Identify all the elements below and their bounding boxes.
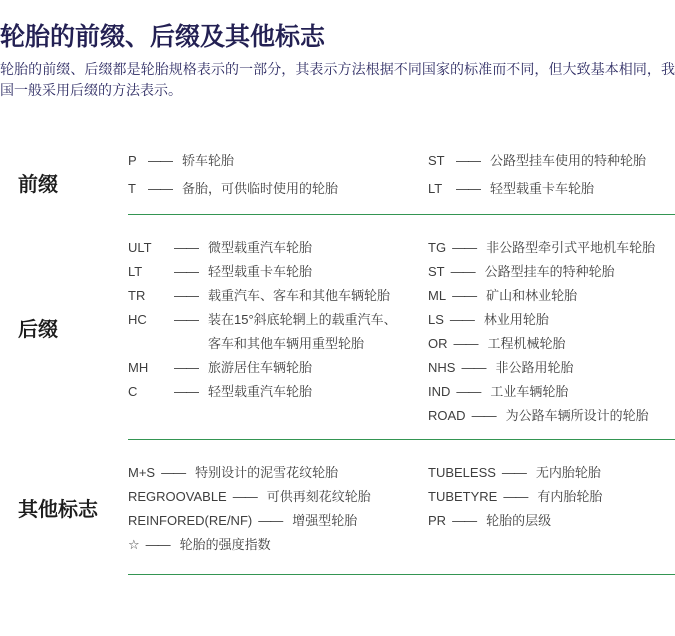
list-item: [428, 236, 675, 260]
item-dash: ——: [452, 240, 477, 255]
suffix-left-column: [128, 236, 428, 404]
list-item: [428, 308, 675, 332]
item-dash: ——: [503, 489, 528, 504]
item-code: REGROOVABLE: [128, 489, 227, 504]
item-dash: ——: [450, 264, 475, 279]
item-dash: ——: [453, 336, 478, 351]
item-desc: 工程机械轮胎: [487, 336, 566, 351]
item-dash: ——: [456, 181, 480, 196]
item-code: ROAD: [428, 408, 466, 423]
item-dash: ——: [148, 153, 172, 168]
list-item: [428, 149, 675, 173]
item-dash: ——: [501, 465, 526, 480]
item-desc: 增强型轮胎: [292, 513, 358, 528]
item-dash: ——: [471, 408, 496, 423]
list-item: [128, 509, 428, 533]
item-dash: ——: [174, 264, 198, 279]
item-code: ST: [428, 264, 445, 279]
item-dash: ——: [449, 312, 474, 327]
item-desc: 林业用轮胎: [483, 312, 549, 327]
item-desc: 特别设计的泥雪花纹轮胎: [195, 465, 339, 480]
list-item: [128, 284, 428, 308]
prefix-left-column: [128, 149, 428, 205]
list-item: [128, 485, 428, 509]
item-desc: 旅游居住车辆轮胎: [208, 360, 313, 375]
list-item: [128, 236, 428, 260]
item-desc: 工业车辆轮胎: [490, 384, 569, 399]
item-desc: 矿山和林业轮胎: [486, 288, 578, 303]
item-dash: ——: [452, 513, 477, 528]
item-desc: 载重汽车、客车和其他车辆轮胎: [208, 288, 391, 303]
star-icon: ☆: [128, 537, 140, 552]
item-dash: ——: [174, 360, 198, 375]
item-desc: [208, 308, 397, 356]
item-dash: ——: [461, 360, 486, 375]
item-dash: ——: [452, 288, 477, 303]
list-item: [428, 356, 675, 380]
section-other-marks-label: 其他标志: [18, 499, 98, 521]
section-suffix-content: [128, 215, 675, 440]
list-item: [428, 485, 675, 509]
section-prefix: [0, 149, 675, 215]
item-code: OR: [428, 336, 448, 351]
list-item: [128, 308, 428, 356]
list-item: [428, 332, 675, 356]
intro-paragraph: 轮胎的前缀、后缀都是轮胎规格表示的一部分，其表示方法根据不同国家的标准而不同，但大致基本相同，我国一般采用后缀的方法表示。: [0, 61, 675, 98]
item-dash: ——: [258, 513, 283, 528]
item-dash: ——: [456, 153, 480, 168]
list-item: [428, 260, 675, 284]
item-desc: 轮胎的强度指数: [179, 537, 271, 552]
other-marks-left-column: [128, 461, 428, 557]
item-code: MH: [128, 360, 149, 375]
list-item: [128, 356, 428, 380]
item-code: TR: [128, 288, 146, 303]
item-desc: 非公路用轮胎: [495, 360, 574, 375]
item-code: ST: [428, 153, 445, 168]
item-code: C: [128, 384, 138, 399]
list-item: [428, 461, 675, 485]
item-code: REINFORED(RE/NF): [128, 513, 253, 528]
section-prefix-label: 前缀: [18, 173, 58, 196]
list-item: [128, 177, 428, 201]
list-item: [428, 177, 675, 201]
item-code: IND: [428, 384, 451, 399]
item-desc: 轿车轮胎: [182, 153, 235, 168]
item-desc: 轻型载重汽车轮胎: [208, 384, 313, 399]
article-page: [0, 22, 675, 636]
item-code: HC: [128, 312, 147, 327]
list-item: [428, 284, 675, 308]
item-desc: 有内胎轮胎: [537, 489, 603, 504]
item-dash: ——: [148, 181, 172, 196]
item-desc: 轻型载重卡车轮胎: [490, 181, 595, 196]
item-code: TUBELESS: [428, 465, 496, 480]
list-item: [128, 380, 428, 404]
item-code: ULT: [128, 240, 152, 255]
section-other-marks: [0, 440, 675, 575]
item-dash: ——: [232, 489, 257, 504]
prefix-right-column: [428, 149, 675, 205]
section-suffix: [0, 215, 675, 440]
item-code: M+S: [128, 465, 156, 480]
item-desc: 公路型挂车使用的特种轮胎: [490, 153, 647, 168]
item-code: LS: [428, 312, 444, 327]
page-title: 轮胎的前缀、后缀及其他标志: [0, 23, 326, 51]
item-desc: 轮胎的层级: [486, 513, 552, 528]
item-desc-line2: 客车和其他车辆用重型轮胎: [208, 336, 365, 351]
list-item: [128, 149, 428, 173]
item-dash: ——: [174, 240, 198, 255]
other-marks-right-column: [428, 461, 675, 533]
item-code: ML: [428, 288, 447, 303]
item-desc: 备胎，可供临时使用的轮胎: [182, 181, 339, 196]
section-prefix-content: [128, 149, 675, 215]
item-code: TG: [428, 240, 447, 255]
item-desc: 可供再刻花纹轮胎: [266, 489, 371, 504]
item-dash: ——: [174, 288, 198, 303]
list-item: [428, 404, 675, 428]
item-desc-line1: 装在15°斜底轮辋上的载重汽车、: [208, 312, 397, 327]
sections-container: [0, 149, 675, 575]
item-dash: ——: [161, 465, 186, 480]
item-code: P: [128, 153, 137, 168]
item-dash: ——: [145, 537, 170, 552]
list-item: [428, 509, 675, 533]
item-desc: 公路型挂车的特种轮胎: [484, 264, 615, 279]
item-dash: ——: [174, 384, 198, 399]
item-desc: 无内胎轮胎: [535, 465, 601, 480]
list-item: [128, 533, 428, 557]
item-code: LT: [128, 264, 143, 279]
item-code: LT: [428, 181, 443, 196]
item-desc: 非公路型牵引式平地机车轮胎: [486, 240, 656, 255]
list-item: [428, 380, 675, 404]
item-dash: ——: [456, 384, 481, 399]
section-suffix-label: 后缀: [18, 319, 58, 341]
item-code: T: [128, 181, 136, 196]
section-other-marks-content: [128, 440, 675, 575]
item-desc: 微型载重汽车轮胎: [208, 240, 313, 255]
item-code: PR: [428, 513, 447, 528]
item-code: TUBETYRE: [428, 489, 498, 504]
list-item: [128, 461, 428, 485]
suffix-right-column: [428, 236, 675, 428]
item-dash: ——: [174, 312, 198, 327]
item-desc: 轻型载重卡车轮胎: [208, 264, 313, 279]
item-code: NHS: [428, 360, 456, 375]
item-desc: 为公路车辆所设计的轮胎: [505, 408, 649, 423]
list-item: [128, 260, 428, 284]
